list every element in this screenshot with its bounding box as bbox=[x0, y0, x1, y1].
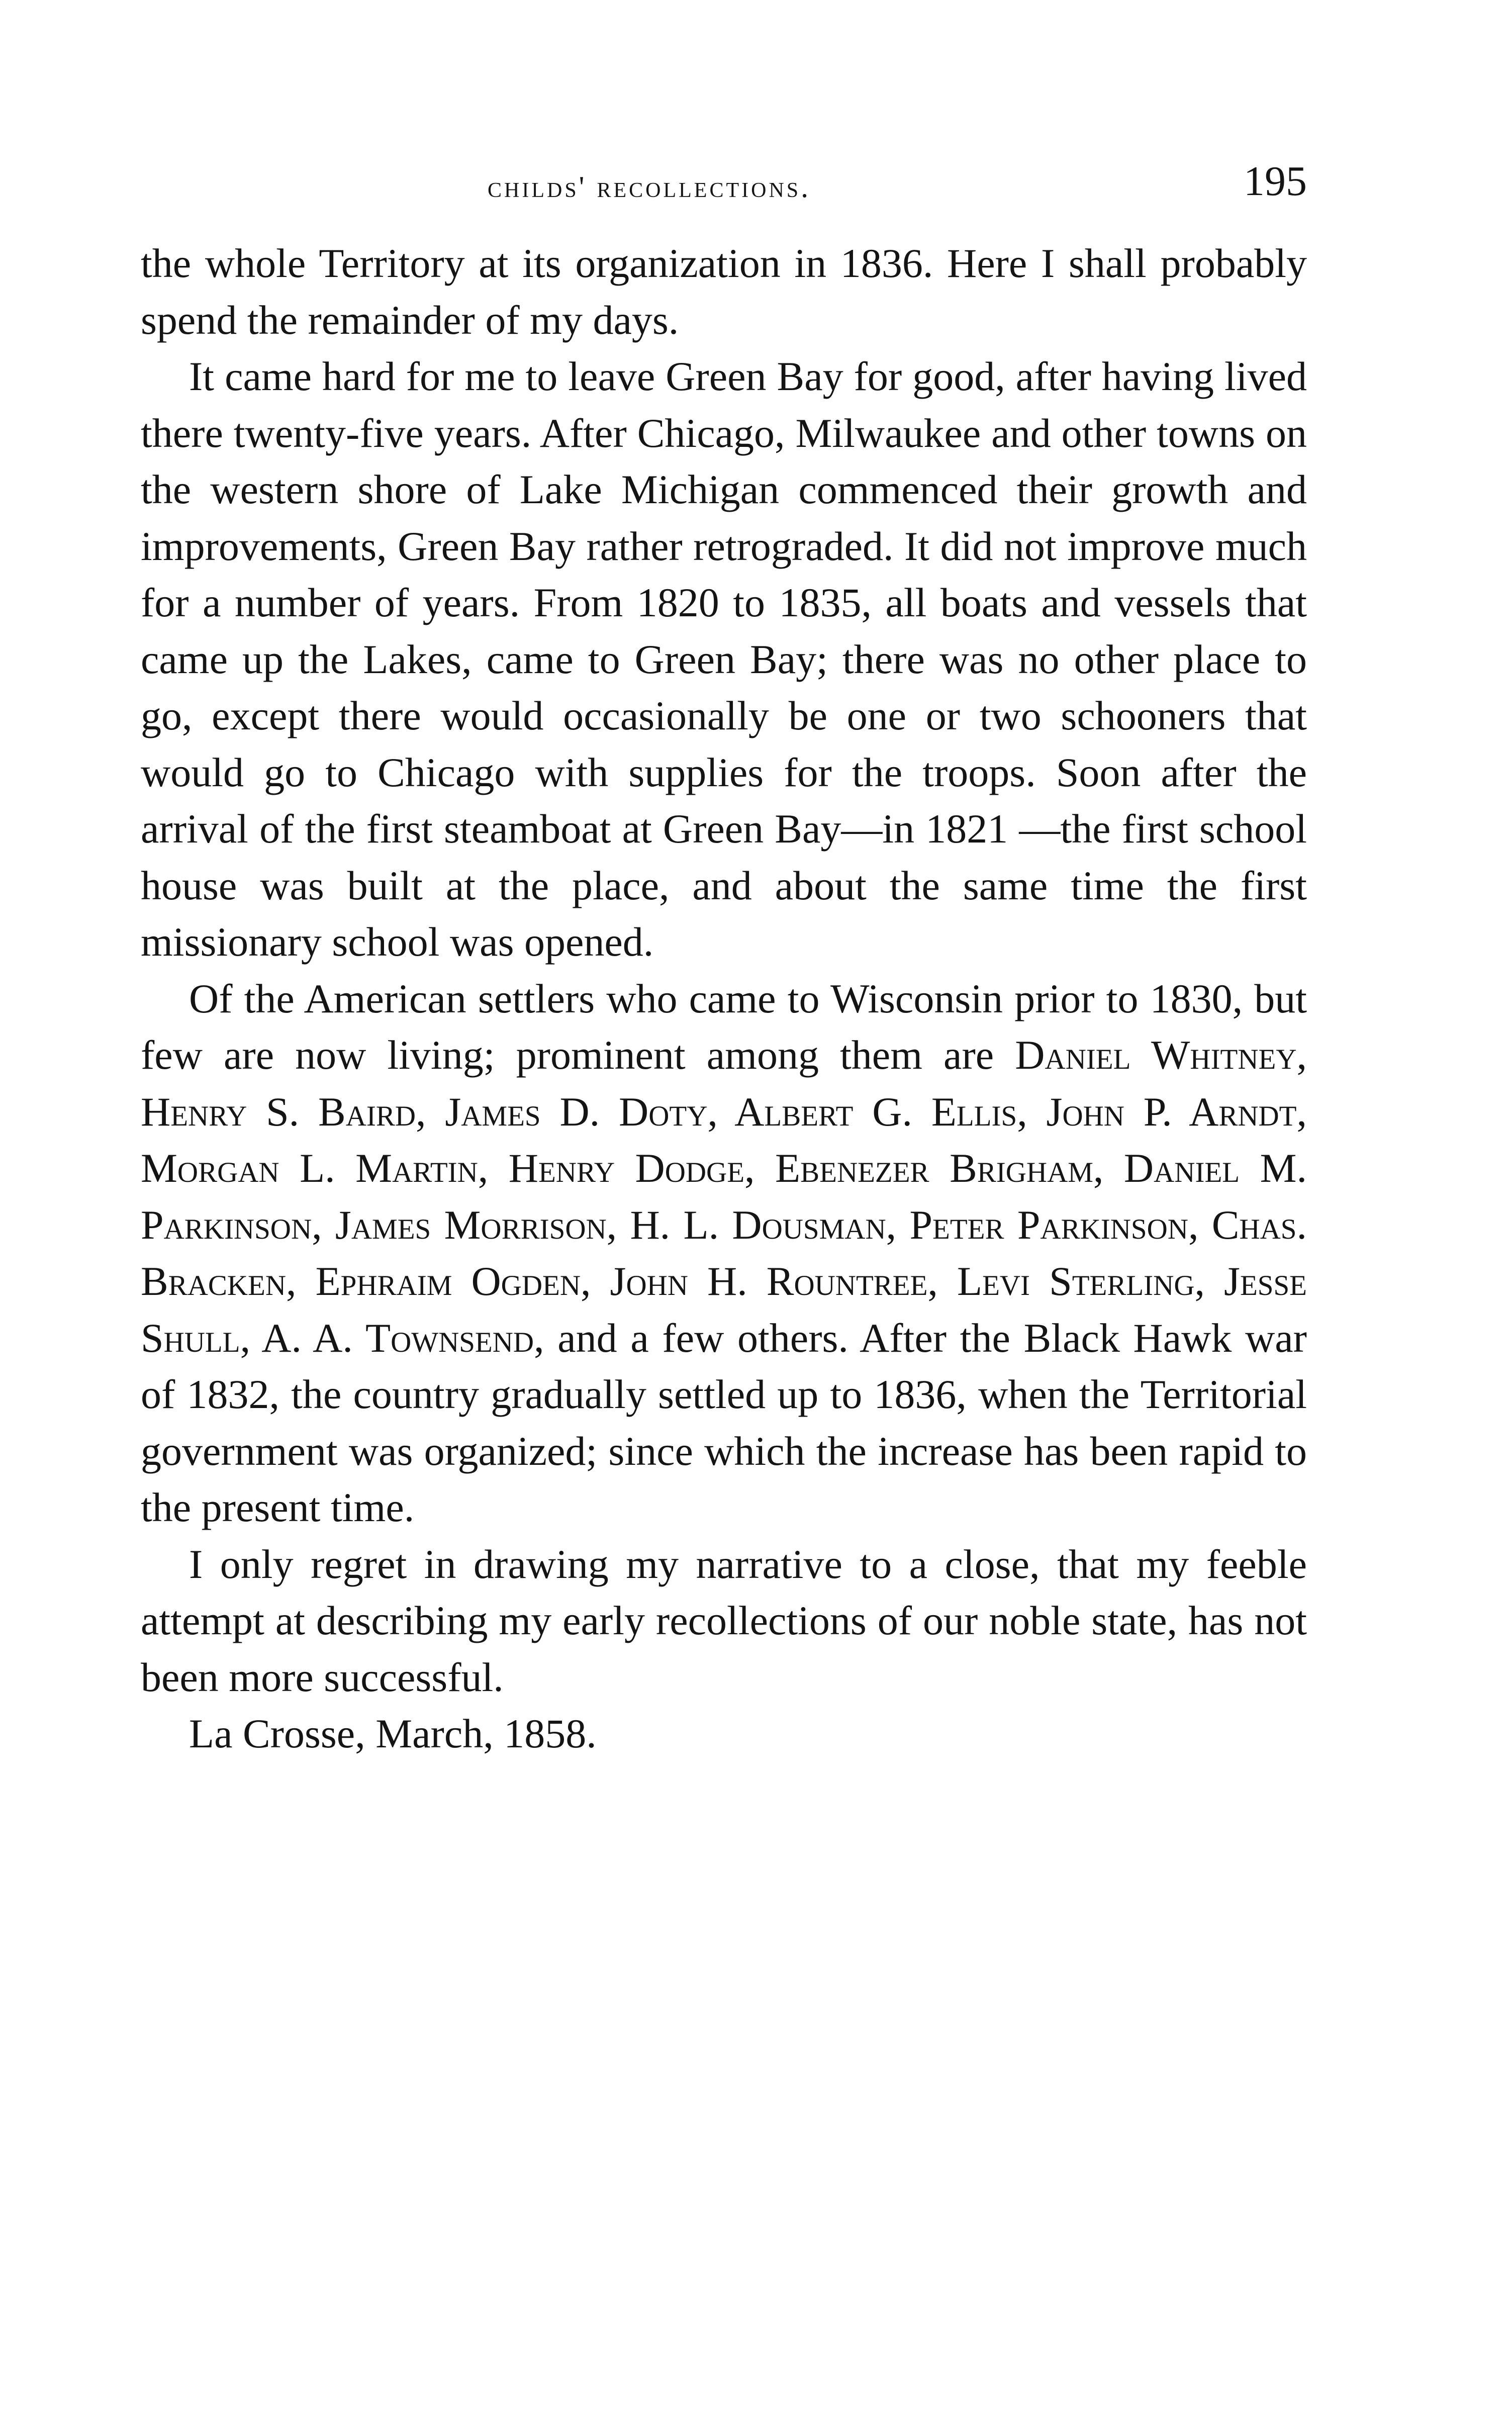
running-head bbox=[141, 151, 1307, 216]
settlers-outro: and a few others. After the Black Hawk war of 1832, the country gradually settled up to 1836, when the Territorial government was organized; since which the increase has been rapid to the present time. bbox=[141, 1315, 1307, 1530]
settlers-names: Daniel Whitney, Henry S. Baird, James D. Doty, Albert G. Ellis, John P. Arndt, Morgan L. Martin, Henry Dodge, Ebenezer Brigham, Daniel M. Parkinson, James Morrison, H. L. Dousman, Peter Parkinson, Chas. Bracken, Ephraim Ogden, John H. Rountree, Levi Sterling, Jesse Shull, A. A. Townsend, bbox=[141, 1032, 1307, 1361]
running-title: childs' recollections. bbox=[488, 170, 811, 204]
signoff-place-date: La Crosse, March, 1858. bbox=[189, 1711, 597, 1756]
paragraph-green-bay: It came hard for me to leave Green Bay for good, after having lived there twenty-five years. After Chicago, Milwaukee and other towns on the western shore of Lake Michigan commenced their growth and improvements, Green Bay rather retrograded. It did not improve much for a number of years. From 1820 to 1835, all boats and vessels that came up the Lakes, came to Green Bay; there was no other place to go, except there would occasionally be one or two schooners that would go to Chicago with supplies for the troops. Soon after the arrival of the first steamboat at Green Bay—in 1821 —the first school house was built at the place, and about the same time the first missionary school was opened. bbox=[141, 353, 1307, 965]
paragraph-continuation: the whole Territory at its organization in 1836. Here I shall probably spend the remainder of my days. bbox=[141, 240, 1307, 343]
body-text bbox=[141, 235, 1307, 1762]
settlers-intro: Of the American settlers who came to Wisconsin prior to 1830, but few are now living; prominent among them are bbox=[141, 975, 1307, 1078]
paragraph-closing: I only regret in drawing my narrative to a close, that my feeble attempt at describing my early recollections of our noble state, has not been more successful. bbox=[141, 1541, 1307, 1700]
paragraph-settlers bbox=[141, 971, 1307, 1536]
page-number: 195 bbox=[1244, 158, 1307, 205]
